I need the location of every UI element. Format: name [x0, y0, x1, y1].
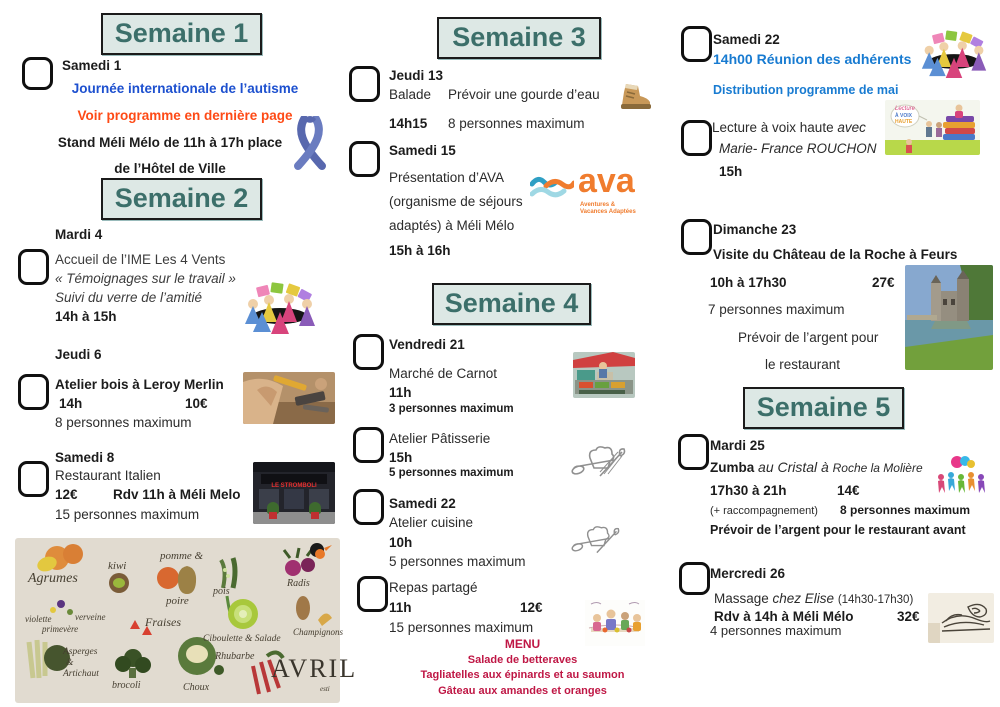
massage-illustration: [928, 593, 994, 643]
event-title: Atelier Pâtisserie: [389, 431, 491, 446]
event-day: Samedi 15: [389, 143, 456, 158]
event-line: (organisme de séjours: [389, 194, 523, 209]
ava-subtext: Vacances Adaptées: [580, 209, 636, 215]
event-title: Restaurant Italien: [55, 468, 161, 483]
produce-label: pomme &: [160, 550, 204, 562]
checkbox[interactable]: [678, 434, 709, 470]
menu-item: Tagliatelles aux épinards et au saumon: [420, 669, 625, 681]
reading-aloud-illustration: [885, 100, 980, 155]
event-capacity: 4 personnes maximum: [710, 623, 842, 638]
market-photo: [573, 352, 635, 398]
stand-line2: de l’Hôtel de Ville: [114, 161, 226, 176]
lecture-bubble-text: Lecture: [895, 106, 916, 112]
event-title: Atelier cuisine: [389, 515, 474, 530]
produce-label: violette: [25, 614, 52, 624]
month-label: AVRIL: [271, 654, 358, 683]
checkbox[interactable]: [681, 120, 712, 156]
event-note: Prévoir une gourde d’eau: [448, 87, 600, 102]
event-capacity: 15 personnes maximum: [389, 620, 534, 635]
event-line: Suivi du verre de l’amitié: [55, 290, 203, 305]
produce-label: Artichaut: [63, 669, 99, 679]
checkbox[interactable]: [349, 141, 380, 177]
ava-subtext: Aventures &: [580, 202, 616, 208]
produce-label: Radis: [287, 578, 310, 589]
event-day: Samedi 8: [55, 450, 115, 465]
event-capacity: 8 personnes maximum: [55, 415, 192, 430]
event-line: Accueil de l’IME Les 4 Vents: [55, 252, 226, 267]
artist-signature: esti: [320, 685, 330, 693]
produce-label: Choux: [183, 682, 210, 693]
event-time: 15h: [719, 164, 743, 179]
event-note: (+ raccompagnement): [710, 505, 818, 517]
event-capacity: 5 personnes maximum: [389, 554, 526, 569]
woodworking-photo: [243, 372, 335, 424]
event-price: 12€: [55, 487, 78, 502]
autism-day-line: Journée internationale de l’autisme: [71, 81, 299, 96]
event-day: Jeudi 13: [389, 68, 444, 83]
event-day: Dimanche 23: [713, 222, 797, 237]
checkbox[interactable]: [357, 576, 388, 612]
produce-label: Rhubarbe: [215, 651, 255, 662]
see-program-line: Voir programme en dernière page: [77, 108, 293, 123]
produce-label: Ciboulette & Salade: [203, 634, 281, 644]
checkbox[interactable]: [349, 66, 380, 102]
event-time: 15h: [389, 450, 413, 465]
event-price: 14€: [837, 483, 860, 498]
event-day: Vendredi 21: [389, 337, 465, 352]
castle-photo: [905, 265, 993, 370]
checkbox[interactable]: [18, 461, 49, 497]
lecture-bubble-text: HAUTE: [895, 119, 913, 125]
checkbox[interactable]: [681, 219, 712, 255]
ava-waves-icon: [530, 174, 574, 200]
event-capacity: 5 personnes maximum: [389, 467, 514, 479]
event-price: 10€: [185, 396, 208, 411]
lecture-line-italic: avec: [837, 120, 866, 135]
produce-label: kiwi: [108, 560, 127, 572]
ava-wordmark: ava: [578, 170, 635, 200]
event-note: le restaurant: [765, 357, 841, 372]
event-line: « Témoignages sur le travail »: [55, 271, 236, 286]
event-capacity: 8 personnes maximum: [448, 116, 585, 131]
event-price: 12€: [520, 600, 543, 615]
week2-header: Semaine 2: [101, 178, 262, 220]
autism-ribbon-icon: [294, 116, 326, 170]
event-time: 17h30 à 21h: [710, 483, 787, 498]
hiking-boot-icon: [618, 82, 652, 110]
produce-label: Agrumes: [28, 571, 78, 586]
event-line: adaptés) à Méli Mélo: [389, 218, 515, 233]
produce-label: pois: [213, 586, 230, 597]
meeting-clipart: [920, 30, 988, 80]
ava-logo: [530, 170, 648, 218]
event-title: Visite du Château de la Roche à Feurs: [713, 247, 958, 262]
event-day: Mercredi 26: [710, 566, 786, 581]
zumba-venue: au Cristal à: [758, 459, 829, 475]
event-time: 14h à 15h: [55, 309, 117, 324]
event-time: 11h: [389, 385, 412, 400]
event-time: 15h à 16h: [389, 243, 451, 258]
massage-provider: chez Elise: [772, 591, 835, 606]
event-day: Samedi 22: [713, 32, 780, 47]
lecture-bubble-text: À VOIX: [895, 113, 912, 119]
produce-label: verveine: [75, 612, 106, 622]
zumba-clipart: [935, 455, 990, 499]
week5-header: Semaine 5: [743, 387, 904, 429]
event-price: 27€: [872, 275, 895, 290]
checkbox[interactable]: [353, 427, 384, 463]
produce-label: Asperges: [63, 647, 98, 657]
event-title: Repas partagé: [389, 580, 478, 595]
massage-hours: (14h30-17h30): [837, 594, 914, 606]
event-time: 14h15: [389, 116, 428, 131]
lecture-line: Lecture à voix haute: [712, 120, 838, 135]
event-title: Balade: [389, 87, 432, 102]
event-capacity: 8 personnes maximum: [840, 503, 971, 517]
event-time: 14h: [59, 396, 83, 411]
pastry-chef-icon: [570, 446, 628, 482]
event-time: 11h: [389, 600, 412, 615]
checkbox[interactable]: [679, 562, 710, 595]
event-price: 32€: [897, 609, 920, 624]
event-day: Jeudi 6: [55, 347, 102, 362]
april-produce-illustration: [15, 538, 358, 703]
produce-label: &: [66, 658, 74, 668]
event-day: Mardi 4: [55, 227, 103, 242]
event-title: Marché de Carnot: [389, 366, 498, 381]
checkbox[interactable]: [18, 374, 49, 410]
produce-label: Fraises: [145, 615, 181, 629]
event-capacity: 7 personnes maximum: [708, 302, 845, 317]
produce-label: primevère: [42, 624, 79, 634]
event-note: Prévoir de l’argent pour: [738, 330, 879, 345]
stand-line1: Stand Méli Mélo de 11h à 17h place: [57, 135, 283, 150]
week4-header: Semaine 4: [432, 283, 591, 325]
menu-item: Salade de betteraves: [467, 654, 578, 666]
cooking-chef-icon: [570, 526, 622, 558]
event-rdv: Rdv à 14h à Méli Mélo: [714, 609, 854, 624]
checkbox[interactable]: [681, 26, 712, 62]
produce-label: poire: [166, 595, 189, 607]
zumba-location: Roche la Molière: [832, 461, 923, 475]
lecture-reader: Marie- France ROUCHON: [719, 141, 877, 156]
event-day: Samedi 22: [389, 496, 456, 511]
week3-header: Semaine 3: [437, 17, 601, 59]
massage-title: Massage: [714, 591, 773, 606]
event-line: Présentation d’AVA: [389, 170, 505, 185]
event-title: Atelier bois à Leroy Merlin: [55, 377, 224, 392]
checkbox[interactable]: [353, 489, 384, 525]
event-day: Samedi 1: [62, 58, 122, 73]
event-time: 10h: [389, 535, 413, 550]
event-time: 10h à 17h30: [710, 275, 787, 290]
checkbox[interactable]: [18, 249, 49, 285]
produce-label: brocoli: [112, 680, 141, 691]
distribution-line: Distribution programme de mai: [713, 83, 899, 97]
week1-header: Semaine 1: [101, 13, 262, 55]
event-day: Mardi 25: [710, 438, 765, 453]
checkbox[interactable]: [353, 334, 384, 370]
event-rdv: Rdv 11h à Méli Melo: [113, 487, 241, 502]
event-note: Prévoir de l’argent pour le restaurant avant: [710, 523, 966, 537]
meeting-clipart: [243, 282, 317, 336]
restaurant-sign: LE STROMBOLI: [271, 483, 317, 489]
menu-item: Gâteau aux amandes et oranges: [438, 685, 607, 697]
produce-label: Champignons: [293, 627, 344, 637]
menu-title: MENU: [504, 637, 541, 651]
event-capacity: 3 personnes maximum: [389, 403, 514, 415]
event-capacity: 15 personnes maximum: [55, 507, 200, 522]
restaurant-photo: [253, 462, 335, 524]
zumba-title: Zumba: [710, 460, 755, 475]
meeting-line: 14h00 Réunion des adhérents: [713, 51, 912, 67]
